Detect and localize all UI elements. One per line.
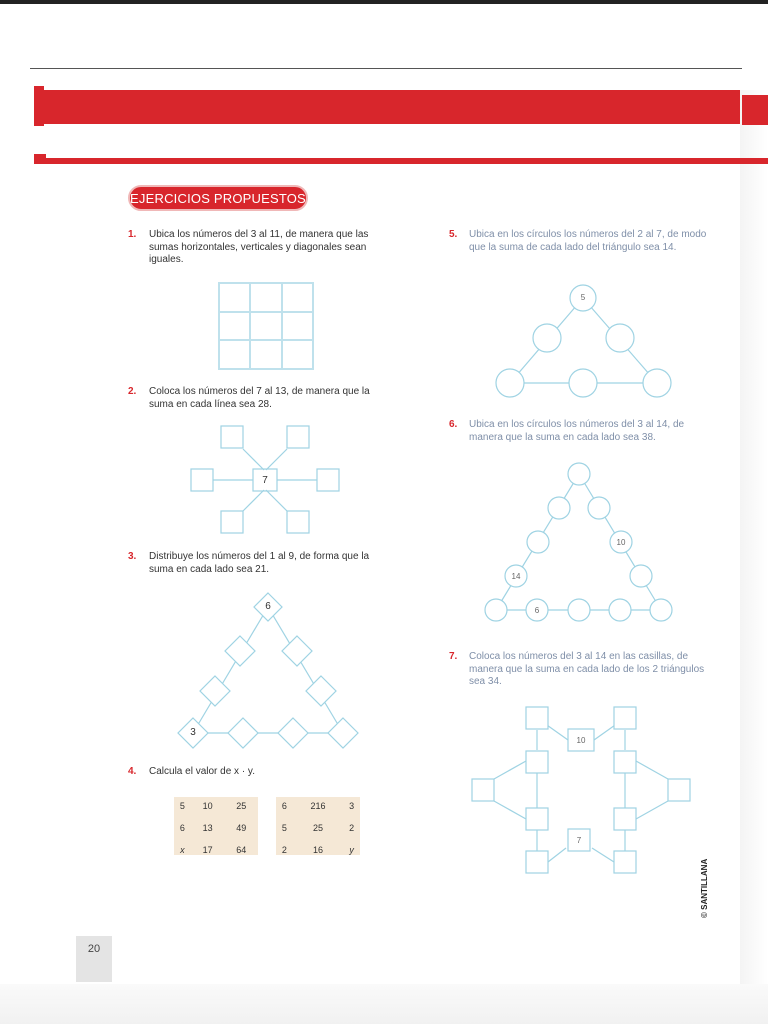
square-slot[interactable] xyxy=(526,751,548,773)
circle-top-value: 5 xyxy=(580,293,586,302)
exercise-6-text: Ubica en los círculos los números del 3 al 14, de manera que la suma en cada lado sea 38. xyxy=(469,419,685,443)
circle-given-b-value: 14 xyxy=(511,572,521,581)
exercise-6-number: 6. xyxy=(449,419,458,430)
square-slot[interactable] xyxy=(526,707,548,729)
table-cell: 6 xyxy=(179,823,185,833)
square-slot[interactable] xyxy=(668,779,690,801)
table-cell: 6 xyxy=(281,801,287,811)
exercise-5-number: 5. xyxy=(449,229,458,240)
circle-given-a-value: 10 xyxy=(616,538,626,547)
table-cell: 49 xyxy=(236,823,247,833)
square-slot[interactable] xyxy=(614,707,636,729)
star-center-value: 7 xyxy=(262,475,268,486)
exercise-4-text: Calcula el valor de x · y. xyxy=(149,766,255,777)
scan-bottom-edge xyxy=(0,984,768,1024)
exercise-1-text: Ubica los números del 3 al 11, de manera que las sumas horizontales, verticales y diagonales sean iguales. xyxy=(149,229,369,265)
diamond-bottom-left-value: 3 xyxy=(190,727,196,738)
exercise-2-text: Coloca los números del 7 al 13, de manera que la suma en cada línea sea 28. xyxy=(149,386,370,410)
exercise-1-number: 1. xyxy=(128,229,137,240)
table-cell: 13 xyxy=(202,823,213,833)
table-cell: 2 xyxy=(349,823,355,833)
table-cell: 25 xyxy=(312,823,323,833)
table-cell: 216 xyxy=(310,801,326,811)
table-cell: 3 xyxy=(349,801,355,811)
exercise-2-number: 2. xyxy=(128,386,137,397)
page-number: 20 xyxy=(76,936,112,982)
connector xyxy=(494,801,526,819)
square-slot[interactable] xyxy=(614,851,636,873)
diamond-top-value: 6 xyxy=(265,601,271,612)
square-slot[interactable] xyxy=(614,751,636,773)
connector xyxy=(548,848,566,862)
square-given-top-value: 10 xyxy=(576,736,586,745)
connector xyxy=(636,801,668,819)
table-cell: 16 xyxy=(312,845,323,855)
connector xyxy=(636,761,668,779)
connector xyxy=(592,848,614,862)
table-cell: x xyxy=(180,845,185,855)
square-given-bottom-value: 7 xyxy=(576,836,582,845)
exercise-3-text: Distribuye los números del 1 al 9, de forma que la suma en cada lado sea 21. xyxy=(149,551,370,575)
table-cell: y xyxy=(349,845,354,855)
square-slot[interactable] xyxy=(526,851,548,873)
section-title: EJERCICIOS PROPUESTOS xyxy=(128,185,308,211)
connector xyxy=(494,761,526,779)
circle-given-c-value: 6 xyxy=(534,606,540,615)
table-cell: 2 xyxy=(281,845,287,855)
exercise-4-number: 4. xyxy=(128,766,137,777)
table-cell: 17 xyxy=(202,845,213,855)
table-cell: 5 xyxy=(179,801,185,811)
table-cell: 25 xyxy=(236,801,247,811)
table-cell: 5 xyxy=(281,823,287,833)
exercise-7-text: Coloca los números del 3 al 14 en las casillas, de manera que la suma en cada lado de los 2 triángulos sea 34. xyxy=(469,651,705,687)
table-cell: 10 xyxy=(202,801,213,811)
square-slot[interactable] xyxy=(614,808,636,830)
exercise-3-number: 3. xyxy=(128,551,137,562)
square-slot[interactable] xyxy=(472,779,494,801)
table-cell: 64 xyxy=(236,845,247,855)
square-slot[interactable] xyxy=(526,808,548,830)
publisher-brand: © SANTILLANA xyxy=(700,858,709,918)
exercise-7-number: 7. xyxy=(449,651,458,662)
exercise-5-text: Ubica en los círculos los números del 2 al 7, de modo que la suma de cada lado del triángulo sea 14. xyxy=(469,229,707,253)
